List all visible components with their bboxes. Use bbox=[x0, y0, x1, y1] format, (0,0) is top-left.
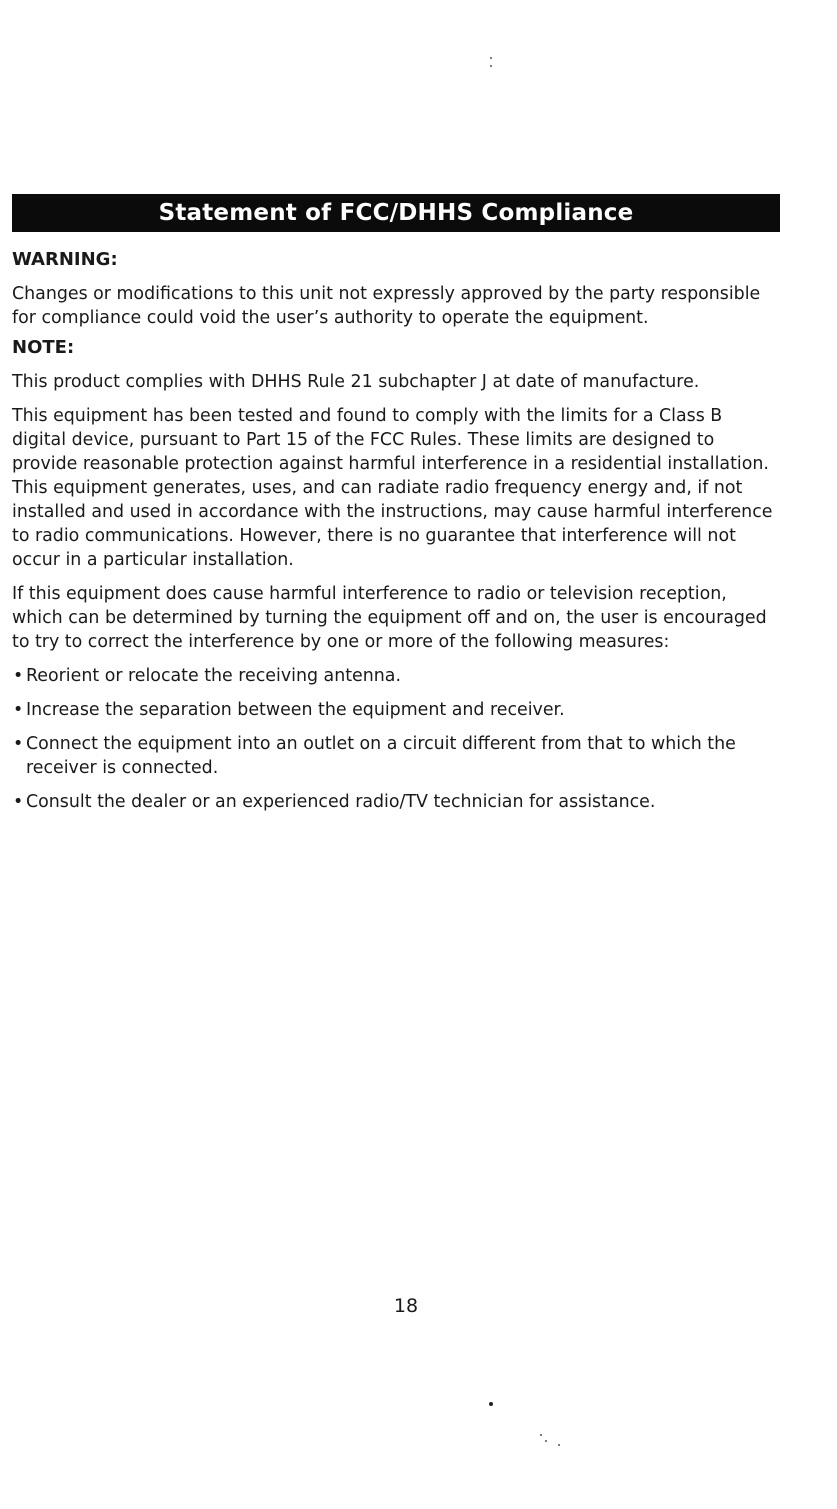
scan-speck bbox=[490, 57, 492, 59]
list-item bbox=[12, 790, 780, 814]
compliance-statement bbox=[12, 248, 780, 824]
warning-heading: WARNING: bbox=[12, 249, 118, 270]
bullet-icon: • bbox=[13, 734, 24, 754]
section-title: Statement of FCC/DHHS Compliance bbox=[158, 200, 634, 226]
list-item bbox=[12, 732, 780, 780]
bullet-icon: • bbox=[13, 792, 24, 812]
section-title-banner bbox=[12, 194, 780, 232]
note-paragraph: This equipment has been tested and found to comply with the limits for a Class B digital device, pursuant to Part 15 of the FCC Rules. These limits are designed to provide reasonable protection against harmful interference in a residential installation. This equipment generates, uses, and can radiate radio frequency energy and, if not installed and used in accordance with the instructions, may cause harmful interference to radio communications. However, there is no guarantee that interference will not occur in a particular installation. bbox=[12, 406, 773, 570]
scan-speck bbox=[558, 1444, 560, 1446]
warning-text: Changes or modifications to this unit not expressly approved by the party responsible for compliance could void the user’s authority to operate the equipment. bbox=[12, 284, 761, 328]
note-paragraph: If this equipment does cause harmful interference to radio or television reception, which can be determined by turning the equipment off and on, the user is encouraged to try to correct the interference by one or more of the following measures: bbox=[12, 584, 767, 652]
note-heading: NOTE: bbox=[12, 337, 75, 358]
list-item bbox=[12, 698, 780, 722]
measures-list bbox=[12, 664, 780, 814]
list-item bbox=[12, 664, 780, 688]
scan-speck bbox=[545, 1440, 547, 1442]
list-item-text: Reorient or relocate the receiving antenna. bbox=[26, 666, 401, 686]
list-item-text: Consult the dealer or an experienced radio/TV technician for assistance. bbox=[26, 792, 656, 812]
scan-speck bbox=[489, 1402, 493, 1406]
bullet-icon: • bbox=[13, 666, 24, 686]
page-number: 18 bbox=[393, 1295, 419, 1317]
bullet-icon: • bbox=[13, 700, 24, 720]
scan-speck bbox=[540, 1434, 542, 1436]
note-paragraph: This product complies with DHHS Rule 21 subchapter J at date of manufacture. bbox=[12, 372, 700, 392]
scan-speck bbox=[490, 65, 492, 67]
list-item-text: Increase the separation between the equipment and receiver. bbox=[26, 700, 565, 720]
list-item-text: Connect the equipment into an outlet on a circuit different from that to which the receiver is connected. bbox=[26, 734, 736, 778]
